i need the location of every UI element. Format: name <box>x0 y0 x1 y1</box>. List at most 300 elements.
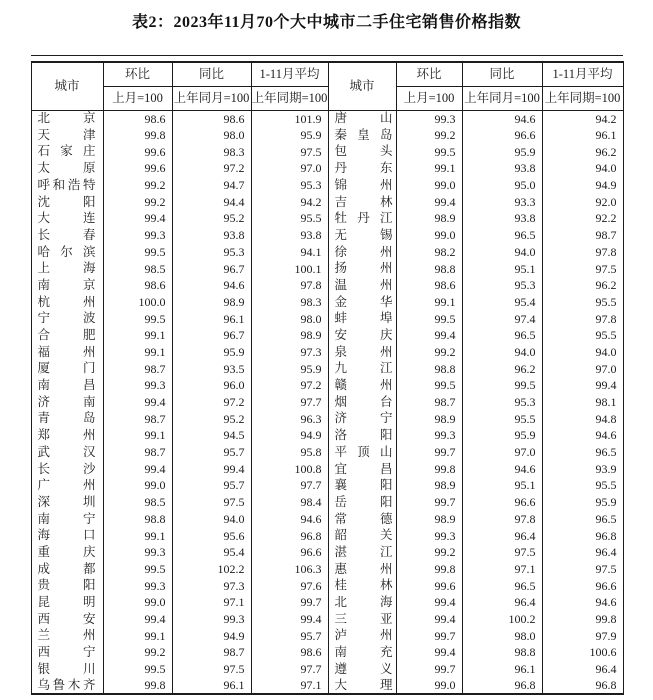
city-name-left: 大连 <box>31 210 103 227</box>
avg-value-right: 96.8 <box>542 677 623 694</box>
yoy-value-right: 97.4 <box>462 310 542 327</box>
mom-value-left: 99.6 <box>103 143 172 160</box>
city-name-left: 长沙 <box>31 460 103 477</box>
avg-value-left: 95.9 <box>251 360 328 377</box>
city-name-right: 泸州 <box>328 627 396 644</box>
avg-value-left: 98.0 <box>251 310 328 327</box>
avg-value-left: 95.8 <box>251 444 328 461</box>
yoy-value-left: 97.2 <box>172 394 251 411</box>
mom-value-right: 99.4 <box>396 327 462 344</box>
yoy-value-left: 98.7 <box>172 644 251 661</box>
avg-value-right: 98.7 <box>542 227 623 244</box>
mom-value-left: 99.5 <box>103 244 172 261</box>
header-mom-right: 环比 <box>396 62 462 86</box>
table-row <box>31 544 623 561</box>
avg-value-left: 97.7 <box>251 661 328 678</box>
avg-value-left: 106.3 <box>251 561 328 578</box>
avg-value-right: 96.4 <box>542 661 623 678</box>
yoy-value-left: 95.7 <box>172 477 251 494</box>
table-row <box>31 511 623 528</box>
avg-value-right: 92.2 <box>542 210 623 227</box>
header-avg-left: 1-11月平均 <box>251 62 328 86</box>
yoy-value-right: 96.1 <box>462 661 542 678</box>
city-name-right: 平顶山 <box>328 444 396 461</box>
header-avg-base-left: 上年同期=100 <box>251 86 328 110</box>
table-row <box>31 344 623 361</box>
page-title: 表2：2023年11月70个大中城市二手住宅销售价格指数 <box>131 14 522 31</box>
city-name-left: 长春 <box>31 227 103 244</box>
mom-value-left: 99.5 <box>103 661 172 678</box>
city-name-left: 南宁 <box>31 511 103 528</box>
mom-value-left: 99.2 <box>103 177 172 194</box>
mom-value-right: 99.5 <box>396 377 462 394</box>
city-name-left: 成都 <box>31 561 103 578</box>
avg-value-right: 94.0 <box>542 344 623 361</box>
city-name-left: 沈阳 <box>31 193 103 210</box>
avg-value-left: 96.8 <box>251 527 328 544</box>
mom-value-left: 99.0 <box>103 594 172 611</box>
table-row <box>31 644 623 661</box>
city-name-right: 济宁 <box>328 410 396 427</box>
yoy-value-right: 95.1 <box>462 260 542 277</box>
table-row <box>31 677 623 694</box>
table-row <box>31 394 623 411</box>
city-name-right: 秦皇岛 <box>328 127 396 144</box>
yoy-value-right: 96.6 <box>462 127 542 144</box>
table-row <box>31 611 623 628</box>
city-name-left: 郑州 <box>31 427 103 444</box>
avg-value-left: 93.8 <box>251 227 328 244</box>
yoy-value-right: 93.8 <box>462 160 542 177</box>
city-name-right: 三亚 <box>328 611 396 628</box>
avg-value-left: 95.9 <box>251 127 328 144</box>
city-name-left: 银川 <box>31 661 103 678</box>
avg-value-left: 94.1 <box>251 244 328 261</box>
city-name-right: 安庆 <box>328 327 396 344</box>
city-name-right: 烟台 <box>328 394 396 411</box>
table-row <box>31 127 623 144</box>
yoy-value-right: 96.5 <box>462 327 542 344</box>
yoy-value-right: 94.6 <box>462 460 542 477</box>
table-row <box>31 594 623 611</box>
yoy-value-right: 95.1 <box>462 477 542 494</box>
avg-value-left: 97.8 <box>251 277 328 294</box>
yoy-value-right: 96.8 <box>462 677 542 694</box>
mom-value-right: 99.3 <box>396 527 462 544</box>
yoy-value-right: 97.1 <box>462 561 542 578</box>
mom-value-left: 99.3 <box>103 544 172 561</box>
yoy-value-left: 95.3 <box>172 244 251 261</box>
mom-value-left: 99.0 <box>103 477 172 494</box>
mom-value-right: 99.7 <box>396 444 462 461</box>
avg-value-left: 99.7 <box>251 594 328 611</box>
yoy-value-right: 96.6 <box>462 494 542 511</box>
mom-value-left: 99.3 <box>103 227 172 244</box>
table-row <box>31 527 623 544</box>
avg-value-right: 97.5 <box>542 561 623 578</box>
table-row <box>31 110 623 127</box>
yoy-value-left: 98.3 <box>172 143 251 160</box>
avg-value-right: 96.2 <box>542 277 623 294</box>
mom-value-left: 99.2 <box>103 644 172 661</box>
city-name-right: 扬州 <box>328 260 396 277</box>
yoy-value-left: 96.7 <box>172 327 251 344</box>
table-row <box>31 561 623 578</box>
yoy-value-right: 94.0 <box>462 344 542 361</box>
mom-value-right: 99.5 <box>396 310 462 327</box>
city-name-right: 温州 <box>328 277 396 294</box>
yoy-value-right: 95.0 <box>462 177 542 194</box>
mom-value-right: 99.4 <box>396 611 462 628</box>
table-row <box>31 661 623 678</box>
yoy-value-right: 98.0 <box>462 627 542 644</box>
yoy-value-left: 98.0 <box>172 127 251 144</box>
avg-value-left: 100.1 <box>251 260 328 277</box>
city-name-right: 赣州 <box>328 377 396 394</box>
yoy-value-left: 97.5 <box>172 661 251 678</box>
header-yoy-base-left: 上年同月=100 <box>172 86 251 110</box>
mom-value-right: 98.2 <box>396 244 462 261</box>
mom-value-left: 99.1 <box>103 427 172 444</box>
city-name-right: 宜昌 <box>328 460 396 477</box>
city-name-left: 杭州 <box>31 294 103 311</box>
avg-value-left: 98.3 <box>251 294 328 311</box>
mom-value-left: 99.5 <box>103 310 172 327</box>
yoy-value-right: 95.9 <box>462 427 542 444</box>
avg-value-right: 95.9 <box>542 494 623 511</box>
avg-value-left: 95.7 <box>251 627 328 644</box>
header-city-left: 城市 <box>31 62 103 110</box>
city-name-right: 韶关 <box>328 527 396 544</box>
mom-value-right: 98.9 <box>396 410 462 427</box>
yoy-value-left: 94.7 <box>172 177 251 194</box>
yoy-value-right: 96.4 <box>462 527 542 544</box>
mom-value-right: 99.7 <box>396 627 462 644</box>
mom-value-right: 99.4 <box>396 594 462 611</box>
yoy-value-right: 100.2 <box>462 611 542 628</box>
city-name-left: 广州 <box>31 477 103 494</box>
mom-value-left: 98.7 <box>103 410 172 427</box>
yoy-value-right: 95.3 <box>462 277 542 294</box>
mom-value-left: 98.8 <box>103 511 172 528</box>
header-mom-left: 环比 <box>103 62 172 86</box>
avg-value-right: 92.0 <box>542 193 623 210</box>
mom-value-left: 98.7 <box>103 360 172 377</box>
mom-value-left: 99.4 <box>103 611 172 628</box>
avg-value-right: 96.5 <box>542 444 623 461</box>
avg-value-right: 97.5 <box>542 260 623 277</box>
city-name-right: 蚌埠 <box>328 310 396 327</box>
yoy-value-left: 98.6 <box>172 110 251 127</box>
yoy-value-left: 97.2 <box>172 160 251 177</box>
avg-value-left: 97.0 <box>251 160 328 177</box>
mom-value-left: 99.1 <box>103 327 172 344</box>
yoy-value-right: 93.3 <box>462 193 542 210</box>
avg-value-left: 100.8 <box>251 460 328 477</box>
yoy-value-left: 94.6 <box>172 277 251 294</box>
avg-value-left: 97.3 <box>251 344 328 361</box>
avg-value-right: 97.9 <box>542 627 623 644</box>
mom-value-left: 99.5 <box>103 561 172 578</box>
yoy-value-left: 95.2 <box>172 210 251 227</box>
mom-value-left: 99.1 <box>103 627 172 644</box>
avg-value-right: 94.6 <box>542 594 623 611</box>
mom-value-right: 99.3 <box>396 110 462 127</box>
avg-value-left: 98.4 <box>251 494 328 511</box>
mom-value-right: 99.0 <box>396 227 462 244</box>
city-name-right: 金华 <box>328 294 396 311</box>
avg-value-right: 96.1 <box>542 127 623 144</box>
table-row <box>31 427 623 444</box>
avg-value-right: 94.6 <box>542 427 623 444</box>
city-name-right: 北海 <box>328 594 396 611</box>
avg-value-left: 97.5 <box>251 143 328 160</box>
city-name-right: 唐山 <box>328 110 396 127</box>
avg-value-left: 97.1 <box>251 677 328 694</box>
city-name-left: 重庆 <box>31 544 103 561</box>
table-row <box>31 210 623 227</box>
mom-value-right: 99.4 <box>396 644 462 661</box>
mom-value-left: 99.4 <box>103 210 172 227</box>
city-name-left: 哈尔滨 <box>31 244 103 261</box>
mom-value-right: 98.7 <box>396 394 462 411</box>
mom-value-right: 99.3 <box>396 427 462 444</box>
avg-value-right: 94.0 <box>542 160 623 177</box>
city-name-left: 济南 <box>31 394 103 411</box>
table-row <box>31 244 623 261</box>
mom-value-left: 98.5 <box>103 260 172 277</box>
yoy-value-right: 95.4 <box>462 294 542 311</box>
mom-value-right: 99.1 <box>396 160 462 177</box>
avg-value-right: 95.5 <box>542 477 623 494</box>
mom-value-right: 99.2 <box>396 127 462 144</box>
city-name-right: 吉林 <box>328 193 396 210</box>
yoy-value-left: 102.2 <box>172 561 251 578</box>
mom-value-right: 99.8 <box>396 561 462 578</box>
city-name-right: 丹东 <box>328 160 396 177</box>
header-avg-base-right: 上年同期=100 <box>542 86 623 110</box>
city-name-left: 厦门 <box>31 360 103 377</box>
mom-value-right: 98.9 <box>396 210 462 227</box>
yoy-value-right: 97.8 <box>462 511 542 528</box>
city-name-right: 包头 <box>328 143 396 160</box>
avg-value-right: 98.1 <box>542 394 623 411</box>
yoy-value-left: 96.0 <box>172 377 251 394</box>
avg-value-right: 94.2 <box>542 110 623 127</box>
mom-value-left: 99.3 <box>103 377 172 394</box>
table-row <box>31 294 623 311</box>
city-name-right: 岳阳 <box>328 494 396 511</box>
header-yoy-left: 同比 <box>172 62 251 86</box>
mom-value-right: 99.8 <box>396 460 462 477</box>
table-row <box>31 143 623 160</box>
mom-value-right: 98.8 <box>396 260 462 277</box>
city-name-right: 桂林 <box>328 577 396 594</box>
avg-value-right: 96.2 <box>542 143 623 160</box>
city-name-left: 呼和浩特 <box>31 177 103 194</box>
city-name-left: 南昌 <box>31 377 103 394</box>
yoy-value-right: 96.5 <box>462 227 542 244</box>
mom-value-left: 99.1 <box>103 527 172 544</box>
yoy-value-left: 96.1 <box>172 310 251 327</box>
city-name-right: 牡丹江 <box>328 210 396 227</box>
avg-value-left: 97.7 <box>251 477 328 494</box>
yoy-value-left: 97.1 <box>172 594 251 611</box>
header-row-base <box>31 86 623 110</box>
table-row <box>31 460 623 477</box>
city-name-right: 大理 <box>328 677 396 694</box>
yoy-value-left: 95.6 <box>172 527 251 544</box>
table-row <box>31 277 623 294</box>
table-row <box>31 193 623 210</box>
yoy-value-left: 93.5 <box>172 360 251 377</box>
avg-value-left: 97.2 <box>251 377 328 394</box>
yoy-value-right: 97.0 <box>462 444 542 461</box>
mom-value-left: 99.3 <box>103 577 172 594</box>
avg-value-left: 94.2 <box>251 193 328 210</box>
mom-value-right: 98.9 <box>396 477 462 494</box>
table-row <box>31 227 623 244</box>
mom-value-right: 99.2 <box>396 344 462 361</box>
mom-value-left: 98.7 <box>103 444 172 461</box>
mom-value-right: 99.7 <box>396 661 462 678</box>
yoy-value-left: 98.9 <box>172 294 251 311</box>
avg-value-right: 94.8 <box>542 410 623 427</box>
city-name-right: 常德 <box>328 511 396 528</box>
city-name-left: 石家庄 <box>31 143 103 160</box>
yoy-value-left: 94.5 <box>172 427 251 444</box>
city-name-left: 上海 <box>31 260 103 277</box>
mom-value-right: 99.6 <box>396 577 462 594</box>
table-row <box>31 310 623 327</box>
yoy-value-right: 96.4 <box>462 594 542 611</box>
table-row <box>31 177 623 194</box>
avg-value-right: 94.9 <box>542 177 623 194</box>
table-body <box>31 110 623 694</box>
header-avg-right: 1-11月平均 <box>542 62 623 86</box>
mom-value-left: 99.4 <box>103 394 172 411</box>
mom-value-right: 98.8 <box>396 360 462 377</box>
avg-value-right: 96.8 <box>542 527 623 544</box>
mom-value-right: 99.0 <box>396 177 462 194</box>
table-row <box>31 327 623 344</box>
city-name-right: 洛阳 <box>328 427 396 444</box>
avg-value-left: 101.9 <box>251 110 328 127</box>
yoy-value-right: 94.6 <box>462 110 542 127</box>
yoy-value-right: 96.2 <box>462 360 542 377</box>
city-name-left: 南京 <box>31 277 103 294</box>
city-name-left: 兰州 <box>31 627 103 644</box>
mom-value-left: 99.8 <box>103 677 172 694</box>
city-name-right: 南充 <box>328 644 396 661</box>
yoy-value-left: 93.8 <box>172 227 251 244</box>
city-name-right: 徐州 <box>328 244 396 261</box>
yoy-value-left: 99.4 <box>172 460 251 477</box>
avg-value-right: 97.8 <box>542 310 623 327</box>
city-name-right: 遵义 <box>328 661 396 678</box>
table-row <box>31 260 623 277</box>
mom-value-left: 98.5 <box>103 494 172 511</box>
avg-value-right: 99.4 <box>542 377 623 394</box>
avg-value-left: 94.9 <box>251 427 328 444</box>
avg-value-left: 94.6 <box>251 511 328 528</box>
city-name-left: 宁波 <box>31 310 103 327</box>
yoy-value-right: 96.5 <box>462 577 542 594</box>
city-name-left: 西宁 <box>31 644 103 661</box>
avg-value-right: 100.6 <box>542 644 623 661</box>
avg-value-right: 97.0 <box>542 360 623 377</box>
city-name-left: 乌鲁木齐 <box>31 677 103 694</box>
mom-value-right: 99.1 <box>396 294 462 311</box>
avg-value-left: 96.6 <box>251 544 328 561</box>
yoy-value-right: 93.8 <box>462 210 542 227</box>
table-container <box>31 55 623 695</box>
header-mom-base-left: 上月=100 <box>103 86 172 110</box>
mom-value-left: 99.1 <box>103 344 172 361</box>
mom-value-left: 99.2 <box>103 193 172 210</box>
header-yoy-base-right: 上年同月=100 <box>462 86 542 110</box>
yoy-value-right: 99.5 <box>462 377 542 394</box>
mom-value-right: 98.9 <box>396 511 462 528</box>
city-name-left: 西安 <box>31 611 103 628</box>
mom-value-right: 99.4 <box>396 193 462 210</box>
header-yoy-right: 同比 <box>462 62 542 86</box>
yoy-value-left: 94.4 <box>172 193 251 210</box>
city-name-right: 锦州 <box>328 177 396 194</box>
city-name-right: 襄阳 <box>328 477 396 494</box>
avg-value-left: 96.3 <box>251 410 328 427</box>
table-row <box>31 160 623 177</box>
table-row <box>31 444 623 461</box>
yoy-value-right: 95.5 <box>462 410 542 427</box>
header-city-right: 城市 <box>328 62 396 110</box>
city-name-left: 深圳 <box>31 494 103 511</box>
avg-value-right: 96.6 <box>542 577 623 594</box>
city-name-right: 泉州 <box>328 344 396 361</box>
city-name-left: 海口 <box>31 527 103 544</box>
mom-value-left: 99.4 <box>103 460 172 477</box>
yoy-value-right: 94.0 <box>462 244 542 261</box>
avg-value-left: 95.3 <box>251 177 328 194</box>
mom-value-right: 98.6 <box>396 277 462 294</box>
mom-value-left: 99.8 <box>103 127 172 144</box>
yoy-value-left: 95.9 <box>172 344 251 361</box>
yoy-value-left: 97.3 <box>172 577 251 594</box>
avg-value-left: 98.6 <box>251 644 328 661</box>
city-name-left: 天津 <box>31 127 103 144</box>
city-name-left: 青岛 <box>31 410 103 427</box>
yoy-value-left: 95.7 <box>172 444 251 461</box>
mom-value-left: 99.6 <box>103 160 172 177</box>
table-row <box>31 360 623 377</box>
city-name-left: 合肥 <box>31 327 103 344</box>
city-name-left: 北京 <box>31 110 103 127</box>
yoy-value-left: 95.2 <box>172 410 251 427</box>
avg-value-right: 97.8 <box>542 244 623 261</box>
city-name-left: 太原 <box>31 160 103 177</box>
city-name-left: 昆明 <box>31 594 103 611</box>
table-row <box>31 477 623 494</box>
table-header <box>31 62 623 110</box>
avg-value-left: 95.5 <box>251 210 328 227</box>
yoy-value-left: 96.7 <box>172 260 251 277</box>
avg-value-left: 97.7 <box>251 394 328 411</box>
city-name-left: 贵阳 <box>31 577 103 594</box>
yoy-value-left: 96.1 <box>172 677 251 694</box>
avg-value-right: 95.5 <box>542 327 623 344</box>
avg-value-right: 99.8 <box>542 611 623 628</box>
city-name-left: 武汉 <box>31 444 103 461</box>
